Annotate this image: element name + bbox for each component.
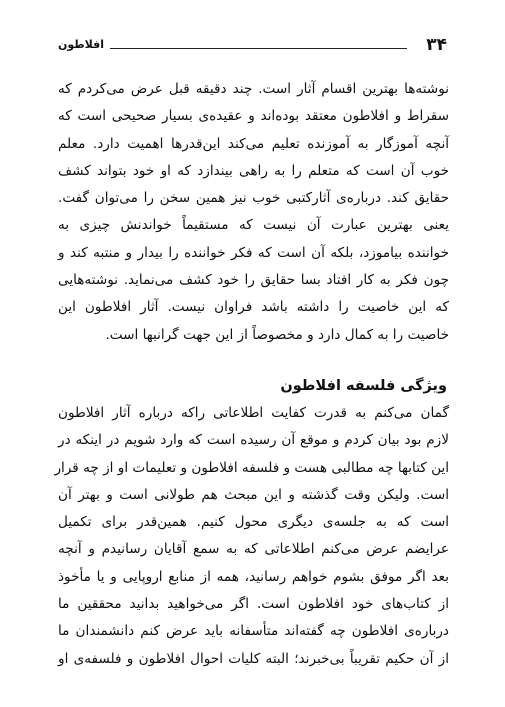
paragraph-line: خاصیت را به کمال دارد و مخصوصاً از این جهت گرانبها است. [105,326,449,343]
section-heading: ویژگی فلسفه افلاطون [280,378,447,394]
paragraph-line: از آن حکیم تقریباً بی‌خبرند؛ البته کلیات احوال افلاطون و فلسفه‌ی او [58,650,449,667]
paragraph-line: از کتاب‌های خود افلاطون است. اگر می‌خواهید بدانید محققین ما [58,596,449,613]
page-number: ۳۴ [426,35,447,55]
paragraph-2 [54,400,449,673]
running-title: افلاطون [58,38,104,51]
paragraph-line: لازم بود بیان کردم و موقع آن رسیده است که وارد شویم در اینکه در [58,432,449,449]
paragraph-line: که این خاصیت را داشته باشد فراوان نیست. آثار افلاطون این [58,299,449,316]
paragraph-line: درباره‌ی افلاطون چه گفته‌اند متأسفانه باید عرض کنم دانشمندان ما [58,623,449,640]
page-header [58,34,447,56]
paragraph-line: خواننده بیاموزد، بلکه آن است که فکر خواننده را بیدار و منتبه کند و [58,244,449,261]
paragraph-line: است که به جلسه‌ی دیگری محول کنیم. همین‌قدر برای تکمیل [58,514,449,531]
paragraph-line: است. ولیکن وقت گذشته و این مبحث هم طولانی است و بهتر آن [58,486,449,503]
paragraph-1 [58,76,449,349]
paragraph-line: یعنی بهترین عبارت آن نیست که مستقیماً خواندنش چیزی به [58,217,449,234]
paragraph-line: حقایق کند. درباره‌ی آثارکتبی خوب نیز همین سخن را می‌توان گفت. [58,190,449,207]
paragraph-line: نوشته‌ها بهترین اقسام آثار است. چند دقیقه قبل عرض می‌کردم که [58,81,449,97]
paragraph-line: چون فکر به کار افتاد بسا حقایق را خود کشف می‌نماید. نوشته‌هایی [58,272,449,289]
paragraph-line: بعد اگر موفق بشوم خواهم رسانید، همه از منابع اروپایی و یا مأخوذ [58,568,449,585]
paragraph-line: عرایضم عرض می‌کنم اطلاعاتی که به سمع آقایان رسانیدم و آنچه [58,541,449,558]
header-rule [110,48,407,49]
paragraph-line: این کتابها چه مطالبی هست و فلسفه افلاطون و تعلیمات او از چه قرار [54,459,449,476]
paragraph-line: خوب آن است که متعلم را به راهی بیندازد که او خود بتواند کشف [58,162,449,179]
paragraph-line: سقراط و افلاطون معتقد بوده‌اند و عقیده‌ی بسیار صحیحی است که [58,108,449,125]
paragraph-line: گمان می‌کنم به قدرت کفایت اطلاعاتی راکه درباره آثار افلاطون [58,405,449,421]
paragraph-line: آنچه آموزگار به آموزنده تعلیم می‌کند این‌قدرها اهمیت دارد. معلم [58,135,449,152]
